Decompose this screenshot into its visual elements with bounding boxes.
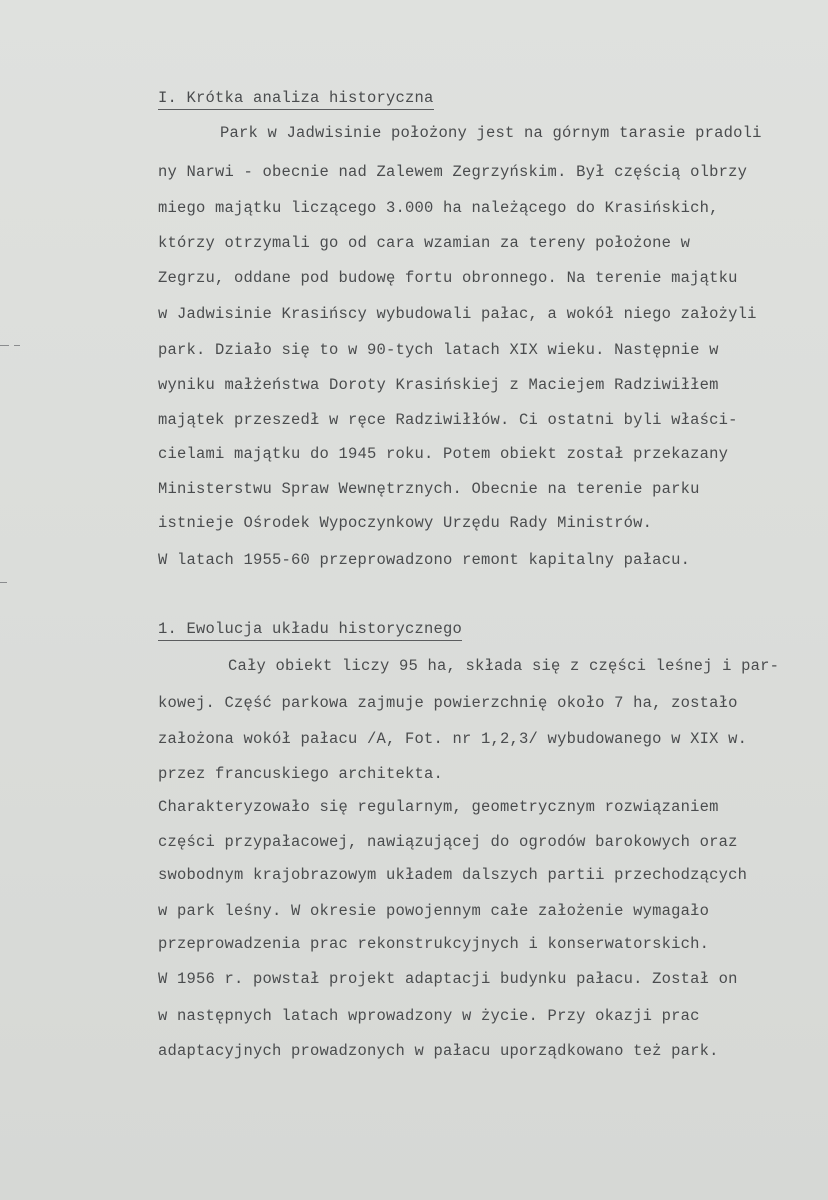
section-2-line: Cały obiekt liczy 95 ha, składa się z części leśnej i par- bbox=[228, 657, 780, 675]
section-2-line: Charakteryzowało się regularnym, geometrycznym rozwiązaniem bbox=[158, 798, 719, 816]
section-1-line: W latach 1955-60 przeprowadzono remont kapitalny pałacu. bbox=[158, 551, 691, 569]
section-2-line: W 1956 r. powstał projekt adaptacji budynku pałacu. Został on bbox=[158, 970, 738, 988]
section-1-line: w Jadwisinie Krasińscy wybudowali pałac, a wokół niego założyli bbox=[158, 305, 757, 323]
section-2-line: przez francuskiego architekta. bbox=[158, 765, 444, 783]
section-2-line: części przypałacowej, nawiązującej do ogrodów barokowych oraz bbox=[158, 833, 738, 851]
margin-mark bbox=[0, 582, 7, 583]
section-2-line: przeprowadzenia prac rekonstrukcyjnych i konserwatorskich. bbox=[158, 935, 710, 953]
section-1-line: ny Narwi - obecnie nad Zalewem Zegrzyńskim. Był częścią olbrzy bbox=[158, 163, 748, 181]
margin-mark bbox=[14, 345, 20, 346]
section-2-line: adaptacyjnych prowadzonych w pałacu uporządkowano też park. bbox=[158, 1042, 719, 1060]
section-1-line: Ministerstwu Spraw Wewnętrznych. Obecnie na terenie parku bbox=[158, 480, 700, 498]
section-2-line: założona wokół pałacu /A, Fot. nr 1,2,3/ wybudowanego w XIX w. bbox=[158, 730, 748, 748]
section-1-line: miego majątku liczącego 3.000 ha należącego do Krasińskich, bbox=[158, 199, 719, 217]
section-2-line: w park leśny. W okresie powojennym całe założenie wymagało bbox=[158, 902, 710, 920]
section-2-line: kowej. Część parkowa zajmuje powierzchnię około 7 ha, zostało bbox=[158, 694, 738, 712]
section-1-line: majątek przeszedł w ręce Radziwiłłów. Ci ostatni byli właści- bbox=[158, 411, 738, 429]
section-1-line: którzy otrzymali go od cara wzamian za tereny położone w bbox=[158, 234, 691, 252]
section-2-line: w następnych latach wprowadzony w życie. Przy okazji prac bbox=[158, 1007, 700, 1025]
margin-mark bbox=[0, 345, 9, 346]
section-1-line: park. Działo się to w 90-tych latach XIX wieku. Następnie w bbox=[158, 341, 719, 359]
section-2-heading: 1. Ewolucja układu historycznego bbox=[158, 620, 462, 641]
section-1-line: Zegrzu, oddane pod budowę fortu obronnego. Na terenie majątku bbox=[158, 269, 738, 287]
section-1-line: cielami majątku do 1945 roku. Potem obiekt został przekazany bbox=[158, 445, 729, 463]
section-1-line: wyniku małżeństwa Doroty Krasińskiej z Maciejem Radziwiłłem bbox=[158, 376, 719, 394]
section-1-line: istnieje Ośrodek Wypoczynkowy Urzędu Rady Ministrów. bbox=[158, 514, 653, 532]
section-1-heading: I. Krótka analiza historyczna bbox=[158, 89, 434, 110]
section-1-line: Park w Jadwisinie położony jest na górnym tarasie pradoli bbox=[220, 124, 762, 142]
section-2-line: swobodnym krajobrazowym układem dalszych partii przechodzących bbox=[158, 866, 748, 884]
